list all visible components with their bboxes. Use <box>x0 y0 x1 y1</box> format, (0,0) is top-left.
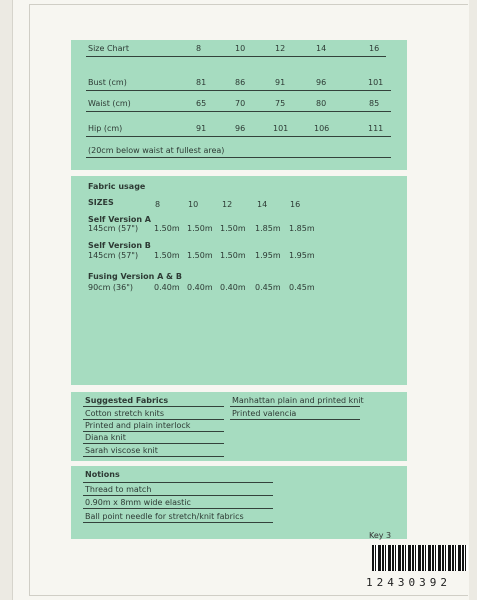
usage-value: 0.45m <box>255 283 281 292</box>
barcode-image <box>372 545 468 571</box>
usage-value: 1.95m <box>255 251 281 260</box>
usage-value: 1.50m <box>220 251 246 260</box>
waist-value: 85 <box>369 99 380 108</box>
hip-value: 111 <box>368 124 384 133</box>
usage-value: 0.40m <box>220 283 246 292</box>
divider <box>86 56 386 57</box>
divider <box>83 508 273 509</box>
fabric-item: Cotton stretch knits <box>85 409 164 418</box>
divider <box>83 456 224 457</box>
size-header-12: 12 <box>275 44 286 53</box>
notion-item: Thread to match <box>85 485 152 494</box>
usage-value: 1.50m <box>154 251 180 260</box>
notions-panel <box>71 466 407 539</box>
fabric-item: Diana knit <box>85 433 126 442</box>
bust-value: 101 <box>368 78 384 87</box>
divider <box>86 90 391 91</box>
fabric-size-header: 10 <box>188 200 199 209</box>
fabric-item: Sarah viscose knit <box>85 446 158 455</box>
group-width: 145cm (57") <box>88 251 139 260</box>
bust-value: 96 <box>316 78 327 87</box>
key-label: Key 3 <box>369 531 392 540</box>
bust-label: Bust (cm) <box>88 78 127 87</box>
waist-value: 80 <box>316 99 327 108</box>
divider <box>86 111 391 112</box>
waist-value: 75 <box>275 99 286 108</box>
notion-item: Ball point needle for stretch/knit fabrics <box>85 512 244 521</box>
size-header-10: 10 <box>235 44 246 53</box>
sizes-label: SIZES <box>88 198 114 207</box>
size-chart-panel <box>71 40 407 170</box>
usage-value: 0.40m <box>154 283 180 292</box>
divider <box>230 419 360 420</box>
usage-value: 1.50m <box>187 224 213 233</box>
divider <box>83 419 224 420</box>
size-header-14: 14 <box>316 44 327 53</box>
divider <box>83 522 273 523</box>
usage-value: 1.50m <box>154 224 180 233</box>
divider <box>83 431 224 432</box>
fabric-usage-title: Fabric usage <box>88 182 146 191</box>
divider <box>83 406 224 407</box>
bust-value: 81 <box>196 78 207 87</box>
hip-value: 91 <box>196 124 207 133</box>
hip-value: 106 <box>314 124 330 133</box>
divider <box>230 406 360 407</box>
usage-value: 1.95m <box>289 251 315 260</box>
usage-value: 1.50m <box>187 251 213 260</box>
group-name: Self Version B <box>88 241 151 250</box>
hip-label: Hip (cm) <box>88 124 123 133</box>
hip-note: (20cm below waist at fullest area) <box>88 146 225 155</box>
fabric-size-header: 14 <box>257 200 268 209</box>
size-chart-title: Size Chart <box>88 44 129 53</box>
fabric-item: Printed and plain interlock <box>85 421 191 430</box>
fabric-item: Printed valencia <box>232 409 297 418</box>
hip-value: 101 <box>273 124 289 133</box>
suggested-fabrics-title: Suggested Fabrics <box>85 396 169 405</box>
barcode-number: 12430392 <box>366 576 451 589</box>
bust-value: 91 <box>275 78 286 87</box>
divider <box>86 157 391 158</box>
usage-value: 0.45m <box>289 283 315 292</box>
waist-label: Waist (cm) <box>88 99 131 108</box>
fabric-item: Manhattan plain and printed knit <box>232 396 364 405</box>
suggested-fabrics-panel <box>71 392 407 461</box>
fabric-size-header: 16 <box>290 200 301 209</box>
fabric-size-header: 8 <box>155 200 161 209</box>
size-header-8: 8 <box>196 44 202 53</box>
bust-value: 86 <box>235 78 246 87</box>
divider <box>83 443 224 444</box>
waist-value: 65 <box>196 99 207 108</box>
hip-value: 96 <box>235 124 246 133</box>
divider <box>83 495 273 496</box>
fabric-usage-panel <box>71 176 407 385</box>
group-width: 145cm (57") <box>88 224 139 233</box>
waist-value: 70 <box>235 99 246 108</box>
group-name: Self Version A <box>88 215 151 224</box>
size-header-16: 16 <box>369 44 380 53</box>
usage-value: 0.40m <box>187 283 213 292</box>
usage-value: 1.85m <box>255 224 281 233</box>
group-width: 90cm (36") <box>88 283 134 292</box>
usage-value: 1.85m <box>289 224 315 233</box>
divider <box>83 482 273 483</box>
divider <box>86 136 391 137</box>
usage-value: 1.50m <box>220 224 246 233</box>
notions-title: Notions <box>85 470 120 479</box>
notion-item: 0.90m x 8mm wide elastic <box>85 498 191 507</box>
fabric-size-header: 12 <box>222 200 233 209</box>
group-name: Fusing Version A & B <box>88 272 182 281</box>
